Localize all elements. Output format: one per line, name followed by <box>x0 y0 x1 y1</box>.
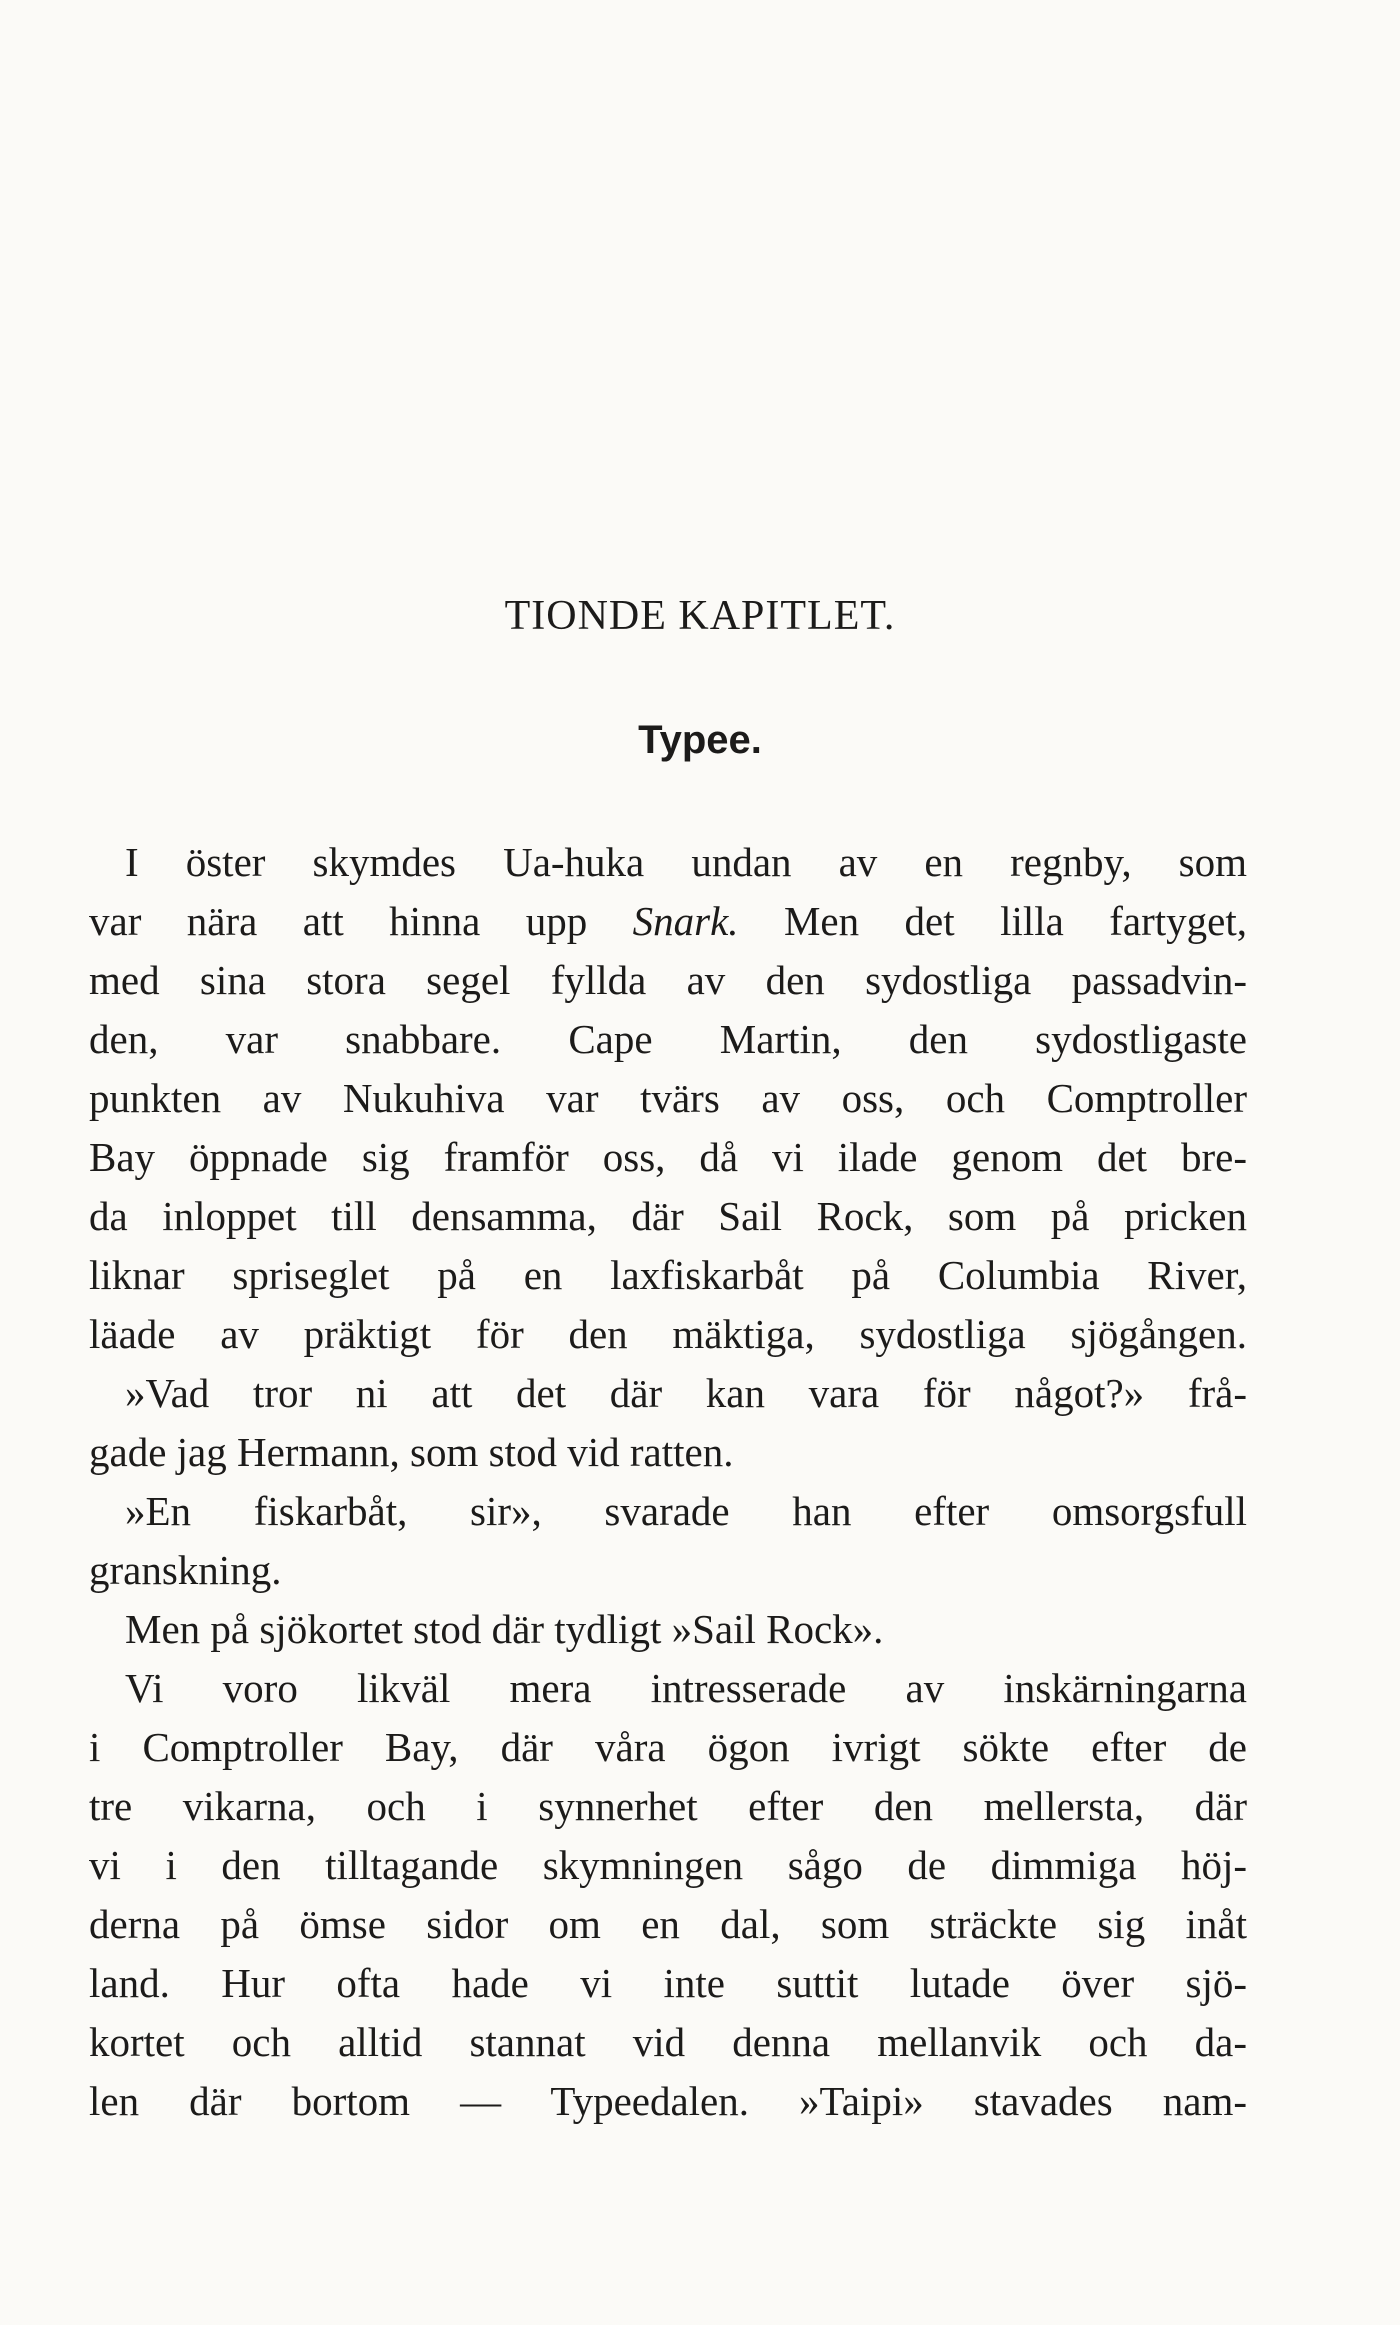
ship-name: Snark. <box>632 898 739 944</box>
text-line: Vi voro likväl mera intresserade av inskärningarna <box>125 1665 1247 1711</box>
text-line: med sina stora segel fyllda av den sydostliga passadvin- <box>89 957 1247 1003</box>
text-line: »En fiskarbåt, sir», svarade han efter omsorgsfull <box>125 1488 1247 1534</box>
text-line: »Vad tror ni att det där kan vara för något?» frå- <box>125 1370 1247 1416</box>
text-line: len där bortom — Typeedalen. »Taipi» stavades nam- <box>89 2078 1247 2124</box>
text-line: tre vikarna, och i synnerhet efter den mellersta, där <box>89 1783 1247 1829</box>
text-line: granskning. <box>89 1547 282 1593</box>
text-line: gade jag Hermann, som stod vid ratten. <box>89 1429 734 1475</box>
text-line: vi i den tilltagande skymningen sågo de dimmiga höj- <box>89 1842 1247 1888</box>
text-line: läade av präktigt för den mäktiga, sydostliga sjögången. <box>89 1311 1247 1357</box>
text-line: Bay öppnade sig framför oss, då vi ilade genom det bre- <box>89 1134 1247 1180</box>
text-line: punkten av Nukuhiva var tvärs av oss, och Comptroller <box>89 1075 1247 1121</box>
text-line: i Comptroller Bay, där våra ögon ivrigt sökte efter de <box>89 1724 1247 1770</box>
text-line: Men på sjökortet stod där tydligt »Sail Rock». <box>125 1606 884 1652</box>
text-line: liknar spriseglet på en laxfiskarbåt på Columbia River, <box>89 1252 1247 1298</box>
text-line: da inloppet till densamma, där Sail Rock, som på pricken <box>89 1193 1247 1239</box>
text-line: I öster skymdes Ua-huka undan av en regnby, som <box>125 839 1247 885</box>
body-text <box>89 833 1247 2131</box>
text-line: derna på ömse sidor om en dal, som sträckte sig inåt <box>89 1901 1247 1947</box>
section-title: Typee. <box>638 718 762 762</box>
text-line: var nära att hinna upp Snark. Men det lilla fartyget, <box>89 898 1247 944</box>
text-line: land. Hur ofta hade vi inte suttit lutade över sjö- <box>89 1960 1247 2006</box>
text-line: kortet och alltid stannat vid denna mellanvik och da- <box>89 2019 1247 2065</box>
chapter-heading: TIONDE KAPITLET. <box>504 593 896 639</box>
text-line: den, var snabbare. Cape Martin, den sydostligaste <box>89 1016 1247 1062</box>
